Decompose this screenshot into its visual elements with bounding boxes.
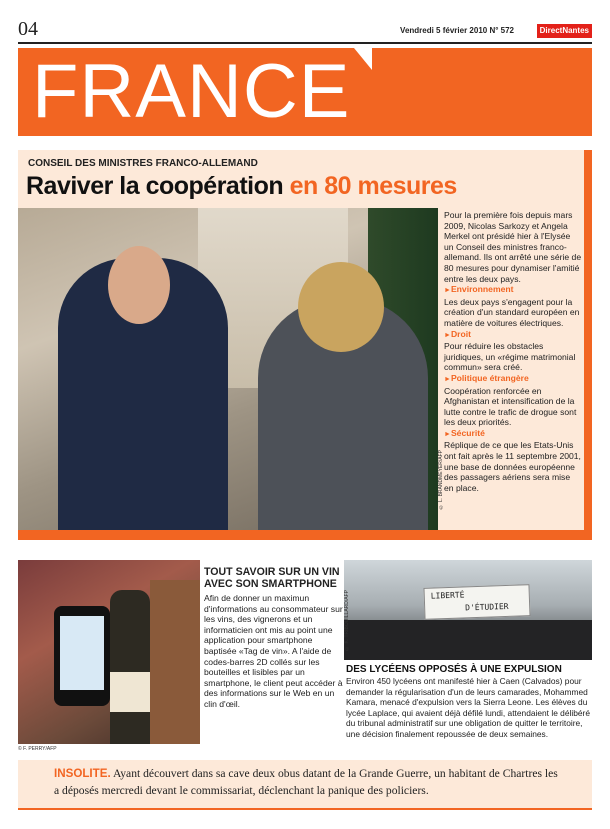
sidebar-head-politique: ► Politique étrangère	[444, 373, 582, 386]
headline-part-2: en 80 mesures	[289, 172, 457, 200]
dateline	[400, 26, 514, 35]
vin-body: Afin de donner un maximun d'informations au consommateur sur les vins, des vignerons et un informaticien ont mis au point une application pour smartphone baptisée «Tag de vin». A l'aide de codes-barres 2D collés sur les bouteilles et lisibles par un smartphone, le client peut accéder à des informations sur le Web en un clin d'œil.	[204, 593, 343, 709]
protest-banner-line-2: D'ÉTUDIER	[465, 601, 509, 613]
photo-phone-screen	[60, 616, 104, 690]
insolite-body: Ayant découvert dans sa cave deux obus datant de la Grande Guerre, un habitant de Chartres les a déposés mercredi devant le commissariat, déclenchant la panique des policiers.	[54, 767, 558, 797]
sidebar-body-securite: Réplique de ce que les Etats-Unis ont fait après le 11 septembre 2001, une base de données européenne des passagers aériens sera mise en place.	[444, 440, 581, 493]
lyceens-photo	[344, 560, 592, 660]
page-number: 04	[18, 18, 38, 40]
vin-article	[204, 566, 344, 710]
insolite-brief	[18, 760, 592, 810]
sidebar-body-droit: Pour réduire les obstacles juridiques, un «régime matrimonial commun» sera créé.	[444, 341, 576, 373]
photo-crowd	[344, 620, 592, 660]
vin-photo	[18, 560, 200, 744]
sidebar-head-securite: ► Sécurité	[444, 428, 582, 441]
lyceens-body: Environ 450 lycéens ont manifesté hier à Caen (Calvados) pour demander la régularisation d'un de leurs camarades, Mohammed Kamara, menacé d'expulsion vers la Sierra Leone. Les élèves du lycée Laplace, qui avaient déjà défilé lundi, attendaient le délibéré du tribunal administratif sur une obligation de quitter le territoire, une décision finalement repoussée de deux semaines.	[346, 676, 590, 739]
main-right-accent-bar	[584, 150, 592, 540]
photo-head-left	[108, 246, 170, 324]
photo-protest-banner	[423, 584, 530, 620]
lyceens-title: DES LYCÉENS OPPOSÉS À UNE EXPULSION	[346, 664, 562, 675]
photo-bottle	[110, 590, 150, 744]
photo-barrel	[150, 580, 200, 744]
date: Vendredi 5 février 2010	[400, 26, 488, 35]
protest-banner-line-1: LIBERTÉ	[430, 590, 465, 601]
section-banner	[18, 48, 592, 136]
bottom-articles	[18, 560, 592, 752]
main-photo-credit: © L. BRANDMEYER/AFP	[438, 450, 444, 510]
vin-photo-credit: © F. PERRY/AFP	[18, 746, 57, 752]
sidebar-body-environnement: Les deux pays s'engagent pour la création d'un standard européen en matière de voitures électriques.	[444, 296, 580, 328]
main-headline	[26, 172, 457, 201]
sidebar-head-environnement: ► Environnement	[444, 284, 582, 297]
top-bar	[18, 18, 592, 44]
main-kicker: CONSEIL DES MINISTRES FRANCO-ALLEMAND	[28, 158, 258, 169]
headline-part-1: Raviver la coopération	[26, 172, 284, 200]
sidebar-intro: Pour la première fois depuis mars 2009, Nicolas Sarkozy et Angela Merkel ont présidé hier à l'Elysée un Conseil des ministres franco-allemand. Ils ont arrêté une série de 80 mesures pour dynamiser l'amitié entre les deux pays.	[444, 210, 582, 284]
main-bottom-accent-bar	[18, 530, 592, 540]
photo-bottle-label	[110, 672, 150, 712]
main-photo	[18, 208, 438, 530]
sidebar-body-politique: Coopération renforcée en Afghanistan et intensification de la lutte contre le trafic de drogue sont les deux priorités.	[444, 385, 577, 428]
insolite-head: INSOLITE.	[54, 767, 111, 780]
issue-number: N° 572	[489, 26, 514, 35]
lyceens-photo-credit: © K. TRIBOUILLARD/AFP	[344, 590, 350, 651]
section-title: FRANCE	[32, 49, 351, 134]
sidebar-head-droit: ► Droit	[444, 329, 582, 342]
photo-head-right	[298, 262, 384, 352]
main-sidebar	[444, 210, 582, 493]
banner-notch	[354, 48, 372, 70]
directnantes-logo: DirectNantes	[537, 24, 592, 38]
vin-title: TOUT SAVOIR SUR UN VIN AVEC SON SMARTPHONE	[204, 566, 340, 590]
main-article	[18, 150, 592, 540]
